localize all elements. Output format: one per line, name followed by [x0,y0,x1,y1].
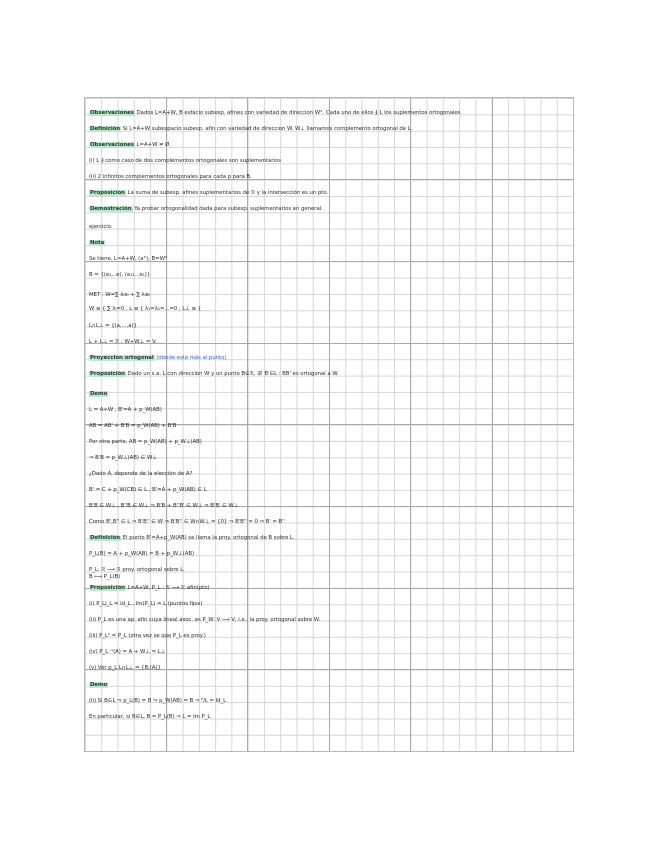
heading-tag: Nota [90,240,105,246]
note-line [89,423,567,430]
note-text: Dados L=A+W, B esfacio subesp. afines con variedad de direccion W°. Cada uno de ellos ∮ L los suplementos ortogonales. [134,110,463,116]
note-line [89,519,567,526]
note-text: L + L⊥ = ℛ : W+W⊥ = V. [89,339,157,345]
heading-tag: Definición [90,535,121,541]
note-text: B = {(e₁,..e), (e₁₁...e₁)} [89,272,151,278]
note-text: La suma de subesp. afines suplementarios de ℛ y la intersección es un pto. [125,190,329,196]
note-line [89,649,567,656]
note-line [89,503,567,510]
note-line [89,535,567,542]
note-text: (dónde está más al punto) [154,355,227,361]
heading-tag: Proposición [90,585,125,591]
note-text: L = A+W , B'=A + p_W(AB) [89,407,162,413]
note-text: L=A+W, P_L : ℛ ⟶ ℛ afín(pto) [125,585,210,591]
note-line [89,339,567,346]
note-text: ejercicio. [89,224,113,230]
note-line [89,407,567,414]
note-line [89,174,567,181]
note-text: W ≡ { ∑ λᵢ=0 , L ≡ { λ₁=λ₁=...=0 , L⊥ ≡ { [89,306,202,312]
note-text: MET : W=∑ λᵢeᵢ + ∑ λᵢeᵢ [89,292,150,298]
heading-tag: Observaciones [90,142,134,148]
note-line [89,617,567,624]
note-line [89,126,567,133]
note-text: En particular, si B∈L, B = P_L(B) ⇒ L = Im P_L [89,714,211,720]
note-text: Se tiene, L=A+W, (a°), B=W° [89,256,168,262]
note-line [89,487,567,494]
heading-tag: Proyección ortogonal [90,355,154,361]
note-text: AB = AB' + B'B = p_W(AB) + B'B [89,423,177,429]
note-line [89,574,567,581]
note-text: ¿Dado A, depende de la elección de A? [89,471,193,477]
note-line [89,110,567,117]
note-line [89,323,567,330]
note-text: (iii) P_L² = P_L (otra vez se que P_L es proy.) [89,633,206,639]
note-line [89,698,567,705]
note-line [89,391,567,398]
note-line [89,240,567,247]
note-line [89,471,567,478]
note-text: B' = C + p_W(CB) ∈ L , B'=A + p_W(AB) ∈ L [89,487,207,493]
note-line [89,224,567,231]
note-text: (i) P_L|_L = Id_L , Im(P_L) = L (puntos fijos) [89,601,203,607]
note-line [89,682,567,689]
note-line [89,306,567,313]
note-line [89,665,567,672]
note-text: Ya probar ortogonalidad dada para subesp. suplementarios en general. [132,206,323,212]
note-line [89,355,567,362]
note-line [89,439,567,446]
note-text: (iv) P_L⁻¹(A) = A + W⊥ = L⊥ [89,649,166,655]
note-line [89,601,567,608]
note-line [89,292,567,299]
note-text: Si L=A+W subespacio subesp. afín con variedad de direccion W. W⊥ llamamos complemento ortogonal de L. [121,126,413,132]
note-line [89,371,567,378]
note-line [89,206,567,213]
note-text: B'B ∈ W⊥ , B''B ∈ W⊥ ⇒ B'B + B''B' ∈ W⊥ ⇒ B'B' ∈ W⊥ [89,503,239,509]
note-text: P_L(B) = A + p_W(AB) = B + p_W⊥(AB) [89,551,195,557]
note-line [89,142,567,149]
note-line [89,272,567,279]
heading-tag: Demo [90,682,108,688]
note-text: (ii) Si B∈L ⇒ p_L(B) = B ⇒ p_W(AB) = B ⇒ ᴾ/L = Id_L [89,698,227,704]
note-line [89,190,567,197]
note-line [89,567,567,574]
note-line [89,585,567,592]
note-line [89,633,567,640]
heading-tag: Demostración [90,206,132,212]
heading-tag: Proposición [90,190,125,196]
note-text: Por otra parte, AB = p_W(AB) + p_W⊥(AB) [89,439,202,445]
note-text: L=A+W ≠ Ø. [134,142,172,148]
note-text: P_L: ℛ ⟶ ℛ proy. ortogonal sobre L. [89,567,185,573]
note-line [89,714,567,721]
note-line [89,455,567,462]
heading-tag: Proposición [90,371,125,377]
note-line [89,551,567,558]
note-line [89,158,567,165]
note-text: L∩L⊥ = {(a,...,a)} [89,323,137,329]
notes-page [84,97,574,752]
heading-tag: Demo [90,391,108,397]
note-text: ⇒ B'B = p_W⊥(AB) ∈ W⊥ [89,455,157,461]
note-text: B ⟼ P_L(B) [89,574,121,580]
note-text: (ii) 2 infinitos complementos ortogonales para cada p para B. [89,174,252,180]
note-text: Como B',B'' ∈ L ⇒ B'B'' ∈ W ⇒ B'B'' ∈ W∩W⊥ = {0} ⇒ B'B'' = 0 ⇒ B' = B'' [89,519,286,525]
note-text: El punto B'=A+p_W(AB) se llama la proy. ortogonal de B sobre L. [121,535,295,541]
note-line [89,256,567,263]
note-text: (ii) P_L es una ap. afín cuya lineal asoc. es P_W: V ⟶ V, i.e., la proy. ortogonal sobre W. [89,617,321,623]
note-text: (v) Ver p_L L∩L⊥ = {B,(A)} [89,665,161,671]
heading-tag: Observaciones [90,110,134,116]
note-text: (i) L ∮ como caso de dos complementos ortogonales son suplementarios [89,158,281,164]
heading-tag: Definición [90,126,121,132]
note-text: Dado un s.a. L con dirección W y un punto B∈ℛ, ∃! B'∈L : BB' es ortogonal a W. [125,371,339,377]
